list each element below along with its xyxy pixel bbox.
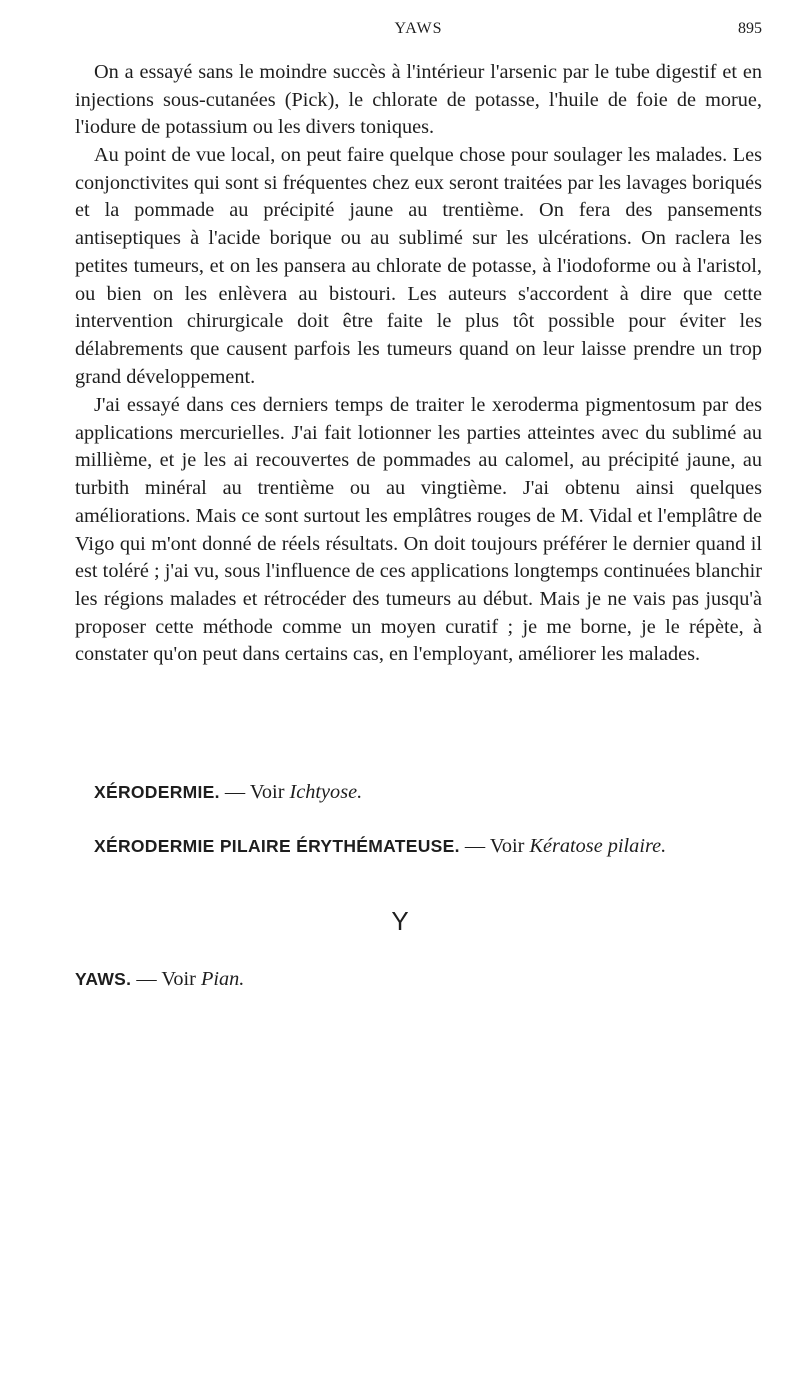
entry-headword: YAWS.	[75, 969, 132, 989]
dictionary-entry	[75, 832, 762, 860]
entry-headword: XÉRODERMIE.	[94, 782, 220, 802]
running-header	[75, 20, 762, 46]
page-number: 895	[738, 20, 762, 37]
running-title: YAWS	[394, 20, 443, 37]
entry-cross-reference: Ichtyose.	[289, 781, 363, 803]
dictionary-entry	[75, 778, 762, 806]
entry-separator: — Voir	[219, 781, 290, 803]
entry-cross-reference: Kératose pilaire.	[529, 835, 667, 857]
body-paragraph: On a essayé sans le moindre succès à l'intérieur l'arsenic par le tube digestif et en injections sous-cutanées (Pick), le chlorate de potasse, l'huile de foie de morue, l'iodure de potassium ou les divers toniques.	[75, 61, 762, 139]
entry-separator: — Voir	[459, 835, 530, 857]
entry-separator: — Voir	[131, 968, 201, 990]
body-paragraph: J'ai essayé dans ces derniers temps de traiter le xeroderma pigmentosum par des applications mercurielles. J'ai fait lotionner les parties atteintes avec du sublimé au millième, et je les ai recouvertes de pommades au calomel, au précipité jaune, au turbith minéral au trentième ou au vingtième. J'ai obtenu ainsi quelques améliorations. Mais ce sont surtout les emplâtres rouges de M. Vidal et l'emplâtre de Vigo qui m'ont donné de réels résultats. On doit toujours préférer le dernier quand il est toléré ; j'ai vu, sous l'influence de ces applications longtemps continuées blanchir les régions malades et rétrocéder des tumeurs au début. Mais je ne vais pas jusqu'à proposer cette méthode comme un moyen curatif ; je me borne, je le répète, à constater qu'on peut dans certains cas, en l'employant, améliorer les malades.	[75, 394, 762, 666]
dictionary-entry	[75, 965, 762, 993]
body-paragraph: Au point de vue local, on peut faire quelque chose pour soulager les malades. Les conjonctivites qui sont si fréquentes chez eux seront traitées par les lavages boriqués et la pommade au précipité jaune au trentième. On fera des pansements antiseptiques à l'acide borique ou au sublimé sur les ulcérations. On raclera les petites tumeurs, et on les pansera au chlorate de potasse, à l'iodoforme ou à l'aristol, ou bien on les enlèvera au bistouri. Les auteurs s'accordent à dire que cette intervention chirurgicale doit être faite le plus tôt possible pour éviter les délabrements que causent parfois les tumeurs quand on leur laisse prendre un trop grand développement.	[75, 144, 762, 388]
section-letter: Y	[391, 906, 409, 936]
entry-cross-reference: Pian.	[200, 968, 245, 990]
entry-headword: XÉRODERMIE PILAIRE ÉRYTHÉMATEUSE.	[94, 836, 460, 856]
